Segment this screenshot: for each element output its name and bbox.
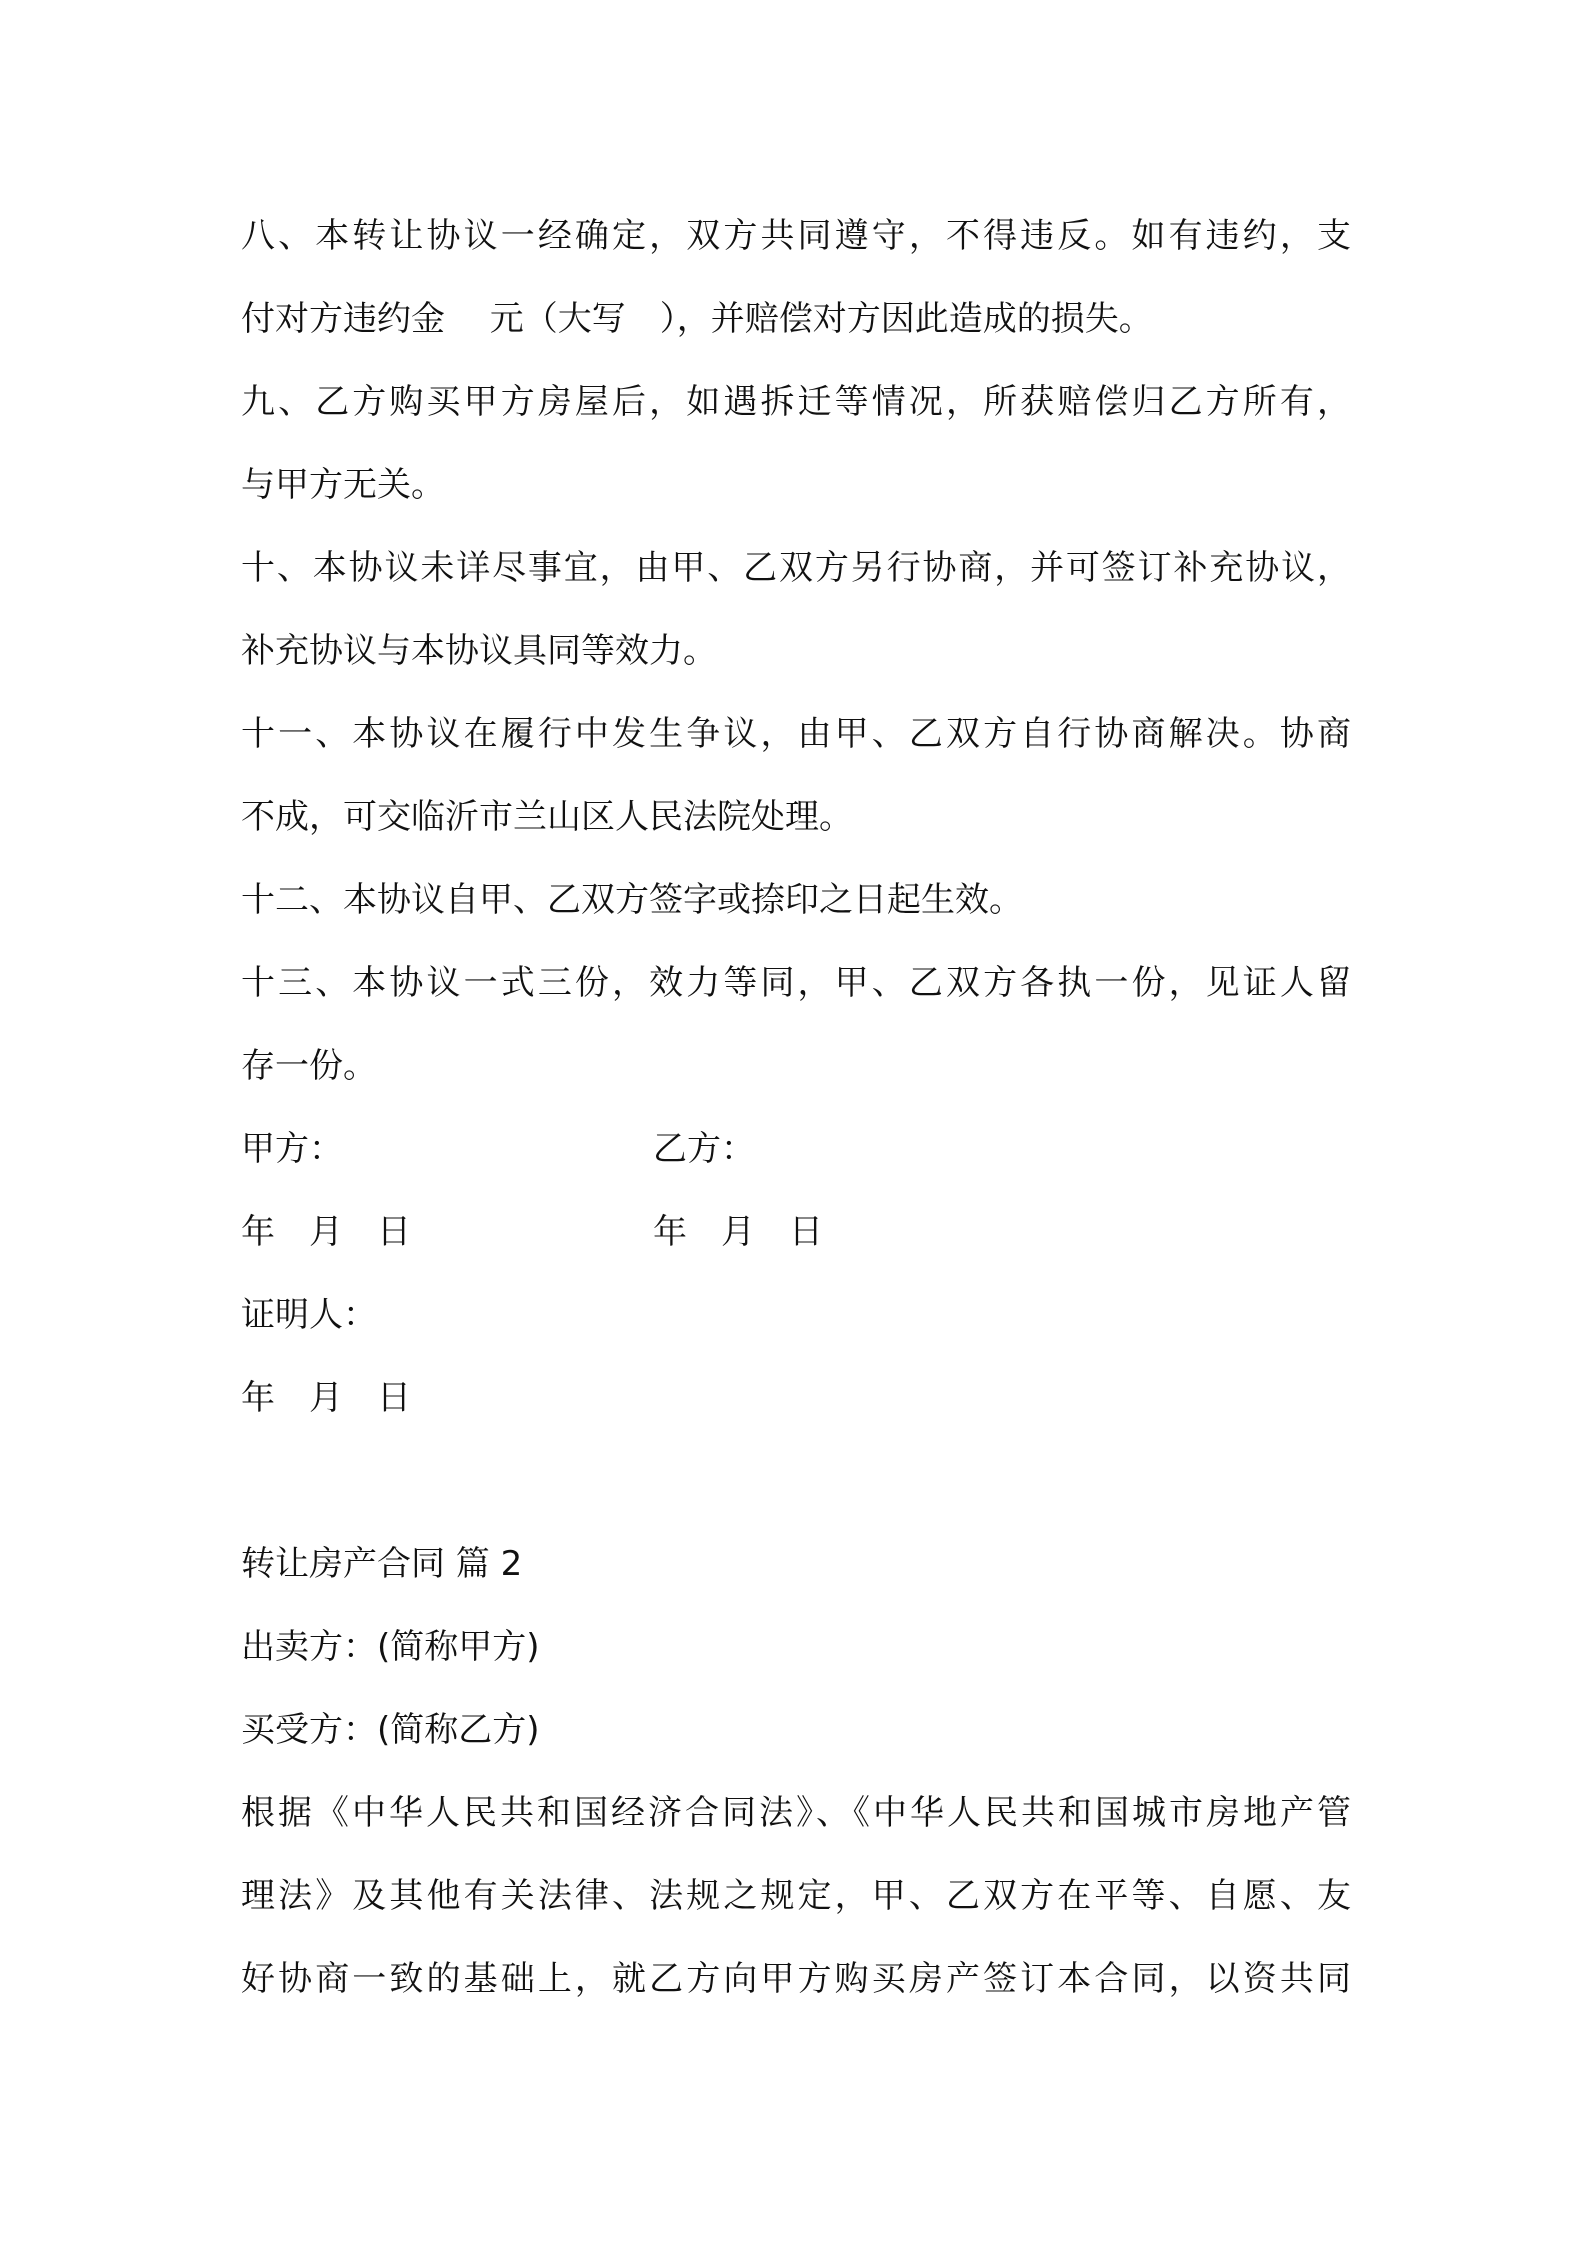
clause-8-line-1: 八、本转让协议一经确定，双方共同遵守，不得违反。如有违约，支 — [241, 216, 1351, 256]
document-body — [241, 195, 1351, 2021]
clause-9-line-1: 九、乙方购买甲方房屋后，如遇拆迁等情况，所获赔偿归乙方所有， — [241, 382, 1351, 422]
section-2-buyer: 买受方：(简称乙方) — [241, 1710, 540, 1750]
clause-11-line-2: 不成，可交临沂市兰山区人民法院处理。 — [241, 797, 853, 837]
clause-13-line-1: 十三、本协议一式三份，效力等同，甲、乙双方各执一份，见证人留 — [241, 963, 1351, 1003]
party-b-label: 乙方： — [653, 1129, 755, 1169]
clause-10-line-2: 补充协议与本协议具同等效力。 — [241, 631, 717, 671]
signature-date-row — [241, 1191, 1351, 1274]
clause-10-line-1: 十、本协议未详尽事宜，由甲、乙双方另行协商，并可签订补充协议， — [241, 548, 1351, 588]
witness-label: 证明人： — [241, 1295, 377, 1335]
clause-8-line-2: 付对方违约金 元（大写 ），并赔偿对方因此造成的损失。 — [241, 299, 1153, 339]
section-2-seller: 出卖方：(简称甲方) — [241, 1627, 540, 1667]
clause-12-line-1: 十二、本协议自甲、乙双方签字或捺印之日起生效。 — [241, 880, 1023, 920]
section-2-title: 转让房产合同 篇 2 — [241, 1544, 523, 1584]
signature-party-row — [241, 1108, 1351, 1191]
party-b-date: 年 月 日 — [653, 1212, 823, 1252]
party-a-date: 年 月 日 — [241, 1212, 411, 1252]
section-2-preamble-line-2: 理法》及其他有关法律、法规之规定，甲、乙双方在平等、自愿、友 — [241, 1876, 1351, 1916]
clause-9-line-2: 与甲方无关。 — [241, 465, 445, 505]
section-2-preamble-line-3: 好协商一致的基础上，就乙方向甲方购买房产签订本合同，以资共同 — [241, 1959, 1351, 1999]
witness-date: 年 月 日 — [241, 1378, 411, 1418]
clause-11-line-1: 十一、本协议在履行中发生争议，由甲、乙双方自行协商解决。协商 — [241, 714, 1351, 754]
section-spacer — [241, 1440, 1351, 1523]
section-2-preamble-line-1: 根据《中华人民共和国经济合同法》、《中华人民共和国城市房地产管 — [241, 1793, 1351, 1833]
clause-13-line-2: 存一份。 — [241, 1046, 377, 1086]
party-a-label: 甲方： — [241, 1129, 343, 1169]
